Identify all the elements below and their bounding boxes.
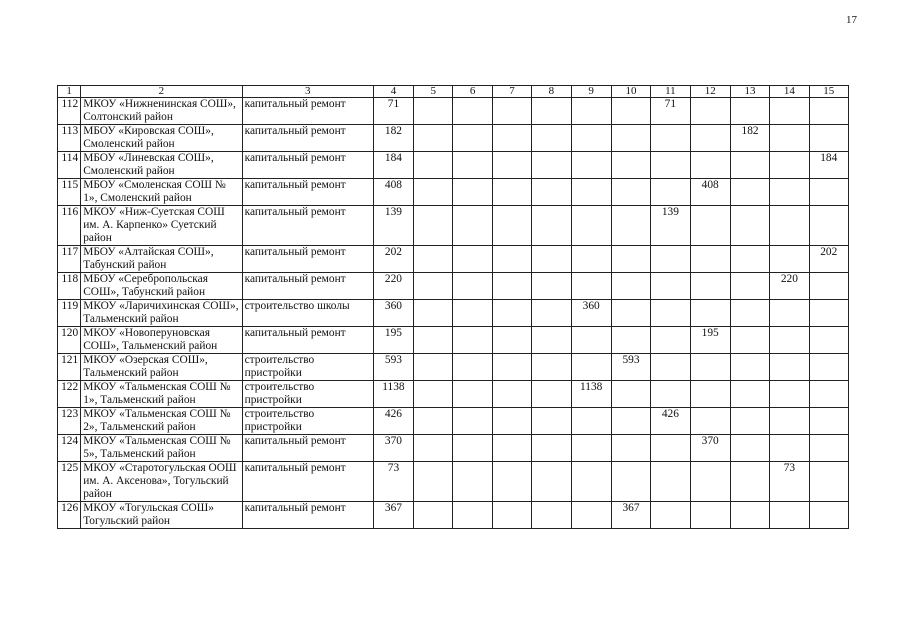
value-cell	[809, 273, 848, 300]
value-cell	[571, 179, 611, 206]
value-cell	[453, 273, 492, 300]
row-number-cell: 112	[58, 98, 81, 125]
value-cell	[611, 381, 650, 408]
value-cell	[571, 408, 611, 435]
row-number-cell: 124	[58, 435, 81, 462]
value-cell	[611, 300, 650, 327]
value-cell: 71	[651, 98, 690, 125]
column-header-10: 10	[611, 86, 650, 98]
row-number-cell: 117	[58, 246, 81, 273]
value-cell	[770, 179, 809, 206]
total-cell: 73	[373, 462, 413, 502]
work-type-cell: строительство пристройки	[242, 381, 373, 408]
value-cell	[453, 179, 492, 206]
value-cell	[651, 273, 690, 300]
work-type-cell: капитальный ремонт	[242, 273, 373, 300]
value-cell	[414, 273, 453, 300]
value-cell	[651, 246, 690, 273]
value-cell	[651, 435, 690, 462]
value-cell	[611, 206, 650, 246]
value-cell: 426	[651, 408, 690, 435]
value-cell	[414, 408, 453, 435]
row-number-cell: 122	[58, 381, 81, 408]
column-header-11: 11	[651, 86, 690, 98]
value-cell: 360	[571, 300, 611, 327]
value-cell	[651, 179, 690, 206]
value-cell	[453, 125, 492, 152]
value-cell	[492, 327, 531, 354]
value-cell	[651, 502, 690, 529]
work-type-cell: капитальный ремонт	[242, 435, 373, 462]
value-cell	[809, 300, 848, 327]
column-header-5: 5	[414, 86, 453, 98]
table-row	[58, 327, 849, 354]
value-cell	[770, 98, 809, 125]
school-name-cell: МКОУ «Тальменская СОШ № 2», Тальменский район	[81, 408, 242, 435]
value-cell	[809, 206, 848, 246]
value-cell	[414, 179, 453, 206]
column-header-9: 9	[571, 86, 611, 98]
funding-table	[57, 85, 849, 529]
value-cell	[770, 502, 809, 529]
table-row	[58, 206, 849, 246]
value-cell	[532, 246, 571, 273]
total-cell: 408	[373, 179, 413, 206]
row-number-cell: 120	[58, 327, 81, 354]
value-cell: 195	[690, 327, 730, 354]
value-cell	[730, 179, 769, 206]
value-cell	[809, 435, 848, 462]
value-cell	[730, 206, 769, 246]
table-row	[58, 179, 849, 206]
header-row	[58, 86, 849, 98]
column-header-1: 1	[58, 86, 81, 98]
value-cell: 1138	[571, 381, 611, 408]
value-cell	[690, 206, 730, 246]
value-cell	[730, 98, 769, 125]
column-header-13: 13	[730, 86, 769, 98]
table-row	[58, 98, 849, 125]
page-number: 17	[846, 14, 857, 26]
value-cell	[571, 206, 611, 246]
value-cell: 220	[770, 273, 809, 300]
value-cell	[571, 152, 611, 179]
value-cell	[690, 125, 730, 152]
value-cell	[809, 327, 848, 354]
value-cell	[690, 381, 730, 408]
total-cell: 360	[373, 300, 413, 327]
total-cell: 367	[373, 502, 413, 529]
value-cell	[690, 408, 730, 435]
table-row	[58, 300, 849, 327]
value-cell	[414, 152, 453, 179]
value-cell	[611, 327, 650, 354]
value-cell	[453, 246, 492, 273]
value-cell	[414, 246, 453, 273]
value-cell	[532, 152, 571, 179]
value-cell	[532, 327, 571, 354]
value-cell	[651, 381, 690, 408]
row-number-cell: 116	[58, 206, 81, 246]
value-cell: 408	[690, 179, 730, 206]
school-name-cell: МБОУ «Кировская СОШ», Смоленский район	[81, 125, 242, 152]
row-number-cell: 125	[58, 462, 81, 502]
total-cell: 139	[373, 206, 413, 246]
work-type-cell: капитальный ремонт	[242, 152, 373, 179]
value-cell	[532, 273, 571, 300]
table-row	[58, 125, 849, 152]
value-cell	[532, 179, 571, 206]
school-name-cell: МБОУ «Смоленская СОШ № 1», Смоленский район	[81, 179, 242, 206]
work-type-cell: капитальный ремонт	[242, 502, 373, 529]
value-cell	[492, 462, 531, 502]
value-cell	[770, 246, 809, 273]
value-cell	[770, 152, 809, 179]
value-cell: 139	[651, 206, 690, 246]
value-cell	[414, 125, 453, 152]
value-cell	[730, 435, 769, 462]
table-row	[58, 408, 849, 435]
value-cell	[809, 125, 848, 152]
value-cell	[730, 502, 769, 529]
total-cell: 426	[373, 408, 413, 435]
value-cell	[532, 462, 571, 502]
value-cell	[571, 327, 611, 354]
row-number-cell: 113	[58, 125, 81, 152]
total-cell: 1138	[373, 381, 413, 408]
table-row	[58, 381, 849, 408]
value-cell	[651, 462, 690, 502]
work-type-cell: капитальный ремонт	[242, 98, 373, 125]
value-cell	[453, 98, 492, 125]
work-type-cell: строительство пристройки	[242, 354, 373, 381]
value-cell	[651, 300, 690, 327]
school-name-cell: МБОУ «Линевская СОШ», Смоленский район	[81, 152, 242, 179]
value-cell	[571, 246, 611, 273]
table-row	[58, 435, 849, 462]
value-cell	[611, 273, 650, 300]
value-cell	[492, 408, 531, 435]
value-cell	[611, 435, 650, 462]
value-cell	[611, 179, 650, 206]
value-cell	[532, 354, 571, 381]
value-cell	[770, 125, 809, 152]
row-number-cell: 121	[58, 354, 81, 381]
value-cell: 593	[611, 354, 650, 381]
value-cell	[770, 327, 809, 354]
total-cell: 202	[373, 246, 413, 273]
school-name-cell: МБОУ «Алтайская СОШ», Табунский район	[81, 246, 242, 273]
value-cell	[690, 354, 730, 381]
value-cell	[651, 354, 690, 381]
school-name-cell: МКОУ «Тальменская СОШ № 1», Тальменский район	[81, 381, 242, 408]
value-cell	[453, 300, 492, 327]
value-cell	[492, 152, 531, 179]
value-cell	[492, 502, 531, 529]
value-cell	[730, 152, 769, 179]
value-cell	[730, 408, 769, 435]
value-cell	[690, 246, 730, 273]
value-cell	[690, 152, 730, 179]
row-number-cell: 119	[58, 300, 81, 327]
value-cell	[414, 354, 453, 381]
value-cell	[492, 354, 531, 381]
table-row	[58, 246, 849, 273]
value-cell	[571, 354, 611, 381]
column-header-7: 7	[492, 86, 531, 98]
total-cell: 182	[373, 125, 413, 152]
work-type-cell: строительство школы	[242, 300, 373, 327]
column-header-14: 14	[770, 86, 809, 98]
value-cell	[492, 435, 531, 462]
work-type-cell: капитальный ремонт	[242, 125, 373, 152]
value-cell	[492, 206, 531, 246]
value-cell	[414, 300, 453, 327]
value-cell	[453, 381, 492, 408]
table-row	[58, 462, 849, 502]
row-number-cell: 114	[58, 152, 81, 179]
school-name-cell: МКОУ «Ниж-Суетская СОШ им. А. Карпенко» Суетский район	[81, 206, 242, 246]
total-cell: 220	[373, 273, 413, 300]
value-cell	[809, 462, 848, 502]
value-cell	[571, 273, 611, 300]
value-cell	[571, 98, 611, 125]
value-cell	[730, 381, 769, 408]
value-cell	[809, 98, 848, 125]
total-cell: 71	[373, 98, 413, 125]
school-name-cell: МКОУ «Ларичихинская СОШ», Тальменский район	[81, 300, 242, 327]
school-name-cell: МКОУ «Старотогульская ООШ им. А. Аксенова», Тогульский район	[81, 462, 242, 502]
value-cell	[532, 98, 571, 125]
school-name-cell: МБОУ «Серебропольская СОШ», Табунский район	[81, 273, 242, 300]
work-type-cell: капитальный ремонт	[242, 327, 373, 354]
value-cell	[809, 408, 848, 435]
total-cell: 593	[373, 354, 413, 381]
value-cell: 367	[611, 502, 650, 529]
total-cell: 184	[373, 152, 413, 179]
school-name-cell: МКОУ «Тогульская СОШ» Тогульский район	[81, 502, 242, 529]
value-cell	[492, 179, 531, 206]
value-cell	[651, 125, 690, 152]
value-cell	[492, 273, 531, 300]
column-header-4: 4	[373, 86, 413, 98]
value-cell	[492, 125, 531, 152]
value-cell: 182	[730, 125, 769, 152]
value-cell	[809, 354, 848, 381]
table-row	[58, 354, 849, 381]
value-cell	[414, 502, 453, 529]
value-cell	[730, 462, 769, 502]
value-cell	[532, 381, 571, 408]
value-cell	[571, 125, 611, 152]
value-cell	[730, 246, 769, 273]
total-cell: 195	[373, 327, 413, 354]
value-cell	[770, 354, 809, 381]
work-type-cell: капитальный ремонт	[242, 246, 373, 273]
value-cell	[611, 462, 650, 502]
value-cell	[532, 502, 571, 529]
value-cell	[730, 300, 769, 327]
column-header-6: 6	[453, 86, 492, 98]
value-cell	[730, 273, 769, 300]
value-cell	[453, 354, 492, 381]
school-name-cell: МКОУ «Нижненинская СОШ», Солтонский район	[81, 98, 242, 125]
value-cell	[690, 462, 730, 502]
value-cell	[690, 300, 730, 327]
row-number-cell: 118	[58, 273, 81, 300]
value-cell	[414, 462, 453, 502]
value-cell	[770, 206, 809, 246]
row-number-cell: 115	[58, 179, 81, 206]
row-number-cell: 123	[58, 408, 81, 435]
value-cell	[453, 206, 492, 246]
value-cell: 73	[770, 462, 809, 502]
value-cell	[453, 327, 492, 354]
value-cell	[611, 408, 650, 435]
value-cell	[651, 152, 690, 179]
value-cell	[492, 246, 531, 273]
value-cell	[532, 125, 571, 152]
value-cell	[690, 273, 730, 300]
value-cell	[492, 300, 531, 327]
value-cell	[453, 435, 492, 462]
value-cell	[809, 179, 848, 206]
value-cell	[492, 381, 531, 408]
table-row	[58, 152, 849, 179]
value-cell	[730, 354, 769, 381]
value-cell	[414, 435, 453, 462]
value-cell	[532, 435, 571, 462]
school-name-cell: МКОУ «Тальменская СОШ № 5», Тальменский район	[81, 435, 242, 462]
value-cell	[532, 300, 571, 327]
school-name-cell: МКОУ «Новоперуновская СОШ», Тальменский район	[81, 327, 242, 354]
column-header-3: 3	[242, 86, 373, 98]
column-header-15: 15	[809, 86, 848, 98]
value-cell	[532, 206, 571, 246]
value-cell	[414, 327, 453, 354]
value-cell	[453, 152, 492, 179]
total-cell: 370	[373, 435, 413, 462]
value-cell	[770, 381, 809, 408]
value-cell: 370	[690, 435, 730, 462]
column-header-12: 12	[690, 86, 730, 98]
column-header-8: 8	[532, 86, 571, 98]
value-cell	[414, 98, 453, 125]
work-type-cell: строительство пристройки	[242, 408, 373, 435]
value-cell	[453, 502, 492, 529]
value-cell	[532, 408, 571, 435]
table-row	[58, 273, 849, 300]
school-name-cell: МКОУ «Озерская СОШ», Тальменский район	[81, 354, 242, 381]
value-cell	[611, 246, 650, 273]
value-cell: 202	[809, 246, 848, 273]
value-cell	[414, 381, 453, 408]
value-cell	[809, 502, 848, 529]
value-cell	[809, 381, 848, 408]
value-cell	[571, 435, 611, 462]
work-type-cell: капитальный ремонт	[242, 206, 373, 246]
value-cell: 184	[809, 152, 848, 179]
value-cell	[651, 327, 690, 354]
value-cell	[611, 125, 650, 152]
value-cell	[770, 435, 809, 462]
value-cell	[611, 152, 650, 179]
value-cell	[690, 98, 730, 125]
value-cell	[611, 98, 650, 125]
value-cell	[571, 502, 611, 529]
work-type-cell: капитальный ремонт	[242, 462, 373, 502]
work-type-cell: капитальный ремонт	[242, 179, 373, 206]
value-cell	[730, 327, 769, 354]
value-cell	[571, 462, 611, 502]
value-cell	[770, 408, 809, 435]
value-cell	[492, 98, 531, 125]
value-cell	[453, 462, 492, 502]
value-cell	[690, 502, 730, 529]
row-number-cell: 126	[58, 502, 81, 529]
value-cell	[453, 408, 492, 435]
table-row	[58, 502, 849, 529]
value-cell	[414, 206, 453, 246]
value-cell	[770, 300, 809, 327]
column-header-2: 2	[81, 86, 242, 98]
